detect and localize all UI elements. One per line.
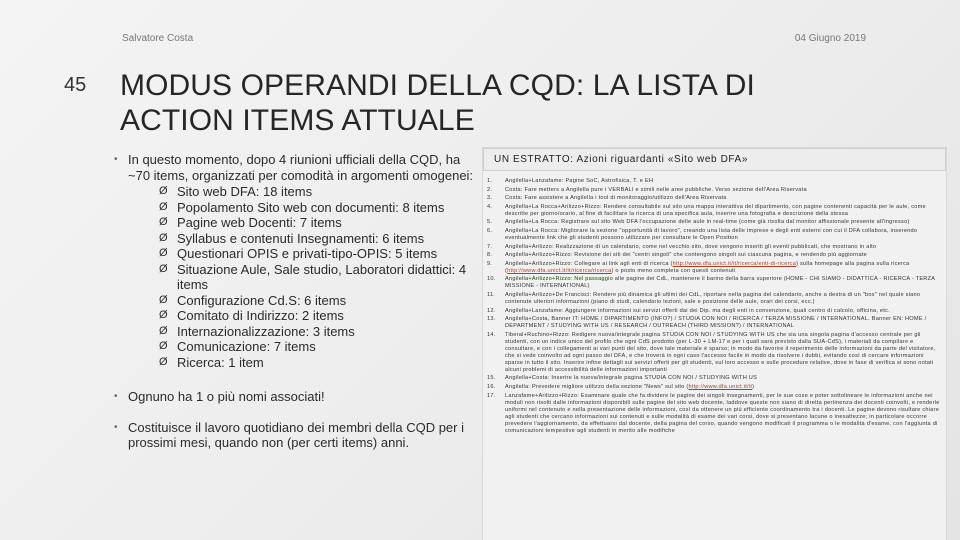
action-item: [487, 316, 940, 330]
sub-item-text: Syllabus e contenuti Insegnamenti: 6 items: [177, 230, 425, 246]
action-item: [487, 187, 940, 194]
left-column: [114, 152, 474, 451]
action-item: [487, 276, 940, 290]
title-line-2: ACTION ITEMS ATTUALE: [120, 104, 475, 137]
sub-item: [159, 200, 474, 216]
action-item-number: 14.: [487, 331, 496, 338]
action-item-number: 8.: [487, 252, 493, 259]
arrow-bullet-icon: Ø: [159, 200, 168, 213]
action-item: [487, 393, 940, 435]
bullet-item: [114, 389, 474, 405]
sub-item-text: Questionari OPIS e privati-tipo-OPIS: 5 items: [177, 246, 438, 261]
action-item: [487, 292, 940, 306]
arrow-bullet-icon: Ø: [159, 185, 168, 197]
action-item-number: 2.: [487, 186, 493, 193]
arrow-bullet-icon: Ø: [159, 309, 168, 321]
action-item-text: Costa: Fare assistere a Angilella i tool di monitoraggio/utilizzo dell'Area Riservata: [505, 195, 727, 202]
action-item-text: Angilella+Arilizzo+Rizzo: Revisione dei siti dei "centri singoli" che contengono singoli sui ciascuna pagina, e rendendo più aggiornate: [505, 252, 868, 259]
action-item-number: 16.: [487, 383, 496, 390]
bullet-text: Costituisce il lavoro quotidiano dei membri della CQD per i prossimi mesi, quando non (per certi items) anni.: [128, 419, 464, 450]
action-item-number: 17.: [487, 392, 496, 399]
action-item-text: Angilella+La Rocca+Arilizzo+Rizzo: Rendere consultabile sul sito una mappa interattiva del dipartimento, con pagine contenenti capacità per le aule, come descritte per giorno/orario, al fine di facilitare la ricerca di una specifica aula, inserire una fotografia e descrizione della stessa: [505, 203, 926, 217]
sub-item-text: Sito web DFA: 18 items: [177, 184, 313, 199]
action-item-text: Angilella+Arilizzo+Rizzo: Collegare ai link agli enti di ricerca (http://www.dfa.unict.it/it/ricerca/enti-di-ricerca) sulla homepage alla pagina sulla ricerca (http://www.dfa.unict.it/it/ricerca/ricerca) o posto meno completa con questi contenuti: [505, 260, 910, 274]
action-item-text: Angilella+La Rocca: Migliorare la sezione "opportunità di lavoro", creando una lista delle imprese e degli enti esterni con cui il DFA collabora, inserendo eventualmente link che gli studenti possono utilizzare per consultare le Open Position: [505, 227, 918, 241]
action-item: [487, 332, 940, 374]
action-items-panel: [482, 147, 947, 540]
arrow-bullet-icon: Ø: [159, 293, 168, 306]
sub-item: [159, 231, 474, 247]
sub-item: [159, 184, 474, 200]
sub-item-text: Configurazione Cd.S: 6 items: [177, 292, 347, 308]
action-item-link[interactable]: http://www.dfa.unict.it/it/ricerca/ricerca: [507, 267, 612, 274]
action-item: [487, 375, 940, 382]
sub-list: [159, 184, 474, 370]
arrow-bullet-icon: Ø: [159, 247, 168, 259]
action-item-number: 11.: [487, 291, 496, 298]
header-date: 04 Giugno 2019: [794, 33, 866, 44]
slide-number: 45: [64, 74, 87, 96]
action-item-text: Angilella+Lanzafame: Aggiungere informazioni sui servizi offerti dai dei Dip. ma degli enti in convenzione, quali centro di calcolo, officina, etc.: [505, 307, 890, 314]
action-item: [487, 261, 940, 275]
bullet-text: Ognuno ha 1 o più nomi associati!: [128, 389, 325, 404]
sub-item: [159, 215, 474, 231]
panel-title: UN ESTRATTO: Azioni riguardanti «Sito web DFA»: [483, 148, 946, 171]
sub-item-text: Situazione Aule, Sale studio, Laboratori didattici: 4 items: [177, 261, 467, 292]
action-item: [487, 252, 940, 259]
bullet-item: [114, 152, 474, 370]
action-item-number: 3.: [487, 195, 493, 202]
action-item-number: 4.: [487, 203, 493, 210]
action-item: [487, 308, 940, 315]
action-item-text: Costa: Fare metters a Angilella pure i VERBALI e simili nelle aree pubbliche. Verso sezione dell'Area Riservata: [505, 186, 807, 193]
sub-item: [159, 293, 474, 309]
sub-item-text: Comunicazione: 7 items: [177, 339, 316, 354]
action-item-link[interactable]: http://www.dfa.unict.it/it: [688, 383, 753, 390]
arrow-bullet-icon: Ø: [159, 262, 168, 275]
action-item-text: Angilella+Lanzafame: Pagine SoC, Astrofisica, T. e EH: [505, 178, 654, 184]
sub-item-text: Ricerca: 1 item: [177, 354, 264, 370]
action-item-text: Angilella+Costa: Inserire la nuova/integrale pagina STUDIA CON NOI / STUDYING WITH US: [505, 375, 758, 382]
sub-item-text: Pagine web Docenti: 7 items: [177, 215, 342, 230]
action-item-text: Tiberal+Ruchino+Rizzo: Redigere nuova/integrale pagina STUDIA CON NOI / STUDYING WITH US che sia una singola pagina d'accesso centrale per gli studenti, con un indice unico del profilo che ogni CdS prodotto (per L-30 + LM-17 e per i quali sarà previsto dalla SUA-CdS), i materiali da compilare e consultare, e con i collegamenti ai vari punti del sito, dove tale materiale è sparso; in modo da favorire il reperimento delle informazioni da parte del visitatore, che si vede coinvolto ad ogni passo del DFA, e che troverà in ogni caso l'accesso facile in modo da risolvere i dubbi, evitando così di cercare informazioni sparse in tutto il sito. Inserire infine dettagli sui servizi offerti per gli studenti, sul loro accesso e sulle procedure relative, dove in fase di verifica si sono notati alcuni problemi di accessibilità delle informazioni importanti: [505, 331, 936, 373]
sub-item-text: Popolamento Sito web con documenti: 8 items: [177, 199, 445, 215]
bullet-item: [114, 420, 474, 451]
sub-item: [159, 246, 474, 262]
action-item: [487, 384, 940, 391]
header-author: Salvatore Costa: [122, 33, 194, 44]
action-item-number: 13.: [487, 316, 496, 323]
action-item: [487, 178, 940, 185]
sub-item: [159, 262, 474, 293]
action-item: [487, 228, 940, 242]
title-line-1: MODUS OPERANDI DELLA CQD: LA LISTA DI: [120, 69, 755, 102]
action-item-number: 15.: [487, 375, 496, 382]
arrow-bullet-icon: Ø: [159, 340, 168, 352]
action-item-text: Lanzafame+Arilizzo+Rizzo: Esaminare quale che fa dividere le pagine dei singoli insegnamenti, per le sue cose e poter sottolineare le informazioni anche nei moduli non risolti dalle informazioni disponibili sulle pagine del sito web docente, laddove queste non siano di diretta pertinenza dei docenti coinvolti, e renderle uniformi nel contenuto e nella presentazione delle informazioni, così da ottenere un più efficiente coordinamento tra i docenti. Le pagine devono risultare chiare agli studenti che cercano informazioni sui contenuti e sulle modalità di esame dei vari corsi, dove si presentano lacune o inesattezze; in particolare occorre prevedere l'aggiornamento, da effettuarsi dal docente, della pagina del corso, quando vengono modificati il programma o le modalità d'esame, con l'aggiunta di comunicazioni tempestive agli studenti in merito alle modifiche: [505, 392, 940, 434]
action-item-text: Angilella+Arilizzo+Rizzo: Nel passaggio alle pagine dei CdL, mantenere il barino della barra superiore (HOME - CHI SIAMO - DIDATTICA - RICERCA - TERZA MISSIONE - INTERNATIONAL): [505, 276, 935, 290]
action-item-number: 5.: [487, 219, 493, 226]
arrow-bullet-icon: Ø: [159, 355, 168, 368]
action-item-text: Angilella: Prevedere migliore utilizzo della sezione "News" sul sito (http://www.dfa.unict.it/it): [505, 383, 755, 390]
action-item-text: Angilella+Arilizzo+De Francisci: Rendere più dinamica gli ultimi dei CdL, riportare nella pagina del calendario, anche a destra di un "box" nel quale siano contenute ulteriori informazioni (piano di studi, calendario lezioni, sale e posizione delle aule, orari dei corsi, ecc.): [505, 291, 921, 305]
action-item-text: Angilella+Arilizzo: Realizzazione di un calendario, come nel vecchio sito, dove vengono inseriti gli eventi pubblicati, che mostrano in alto: [505, 243, 877, 250]
action-item-number: 6.: [487, 227, 493, 234]
action-item-number: 10.: [487, 276, 496, 283]
action-items-list: [483, 171, 946, 435]
sub-item-text: Comitato di Indirizzo: 2 items: [177, 308, 344, 323]
action-item-number: 12.: [487, 307, 496, 314]
sub-item: [159, 355, 474, 371]
action-item-link[interactable]: http://www.dfa.unict.it/it/ricerca/enti-di-ricerca: [672, 260, 797, 267]
action-item: [487, 204, 940, 218]
action-item-text: Angilella+La Rocca: Registrare sul sito Web DFA l'occupazione delle aule in real-time (come già risolta dal monitor affissionale presente all'ingresso): [505, 219, 910, 226]
sub-item: [159, 339, 474, 355]
arrow-bullet-icon: Ø: [159, 324, 168, 337]
slide-title: [120, 68, 900, 138]
action-item-number: 1.: [487, 178, 493, 184]
sub-item: [159, 324, 474, 340]
action-item: [487, 195, 940, 202]
action-item: [487, 244, 940, 251]
arrow-bullet-icon: Ø: [159, 231, 168, 244]
action-item-number: 7.: [487, 243, 493, 250]
action-item-number: 9.: [487, 260, 493, 267]
sub-item: [159, 308, 474, 324]
arrow-bullet-icon: Ø: [159, 216, 168, 228]
action-item-text: Angilella+Costa, Banner IT: HOME / DIPARTIMENTO (INFO?) / STUDIA CON NOI / RICERCA / TERZA MISSIONE / INTERNATIONAL. Banner EN: HOME / DEPARTMENT / STUDYING WITH US / RESEARCH / OUTREACH (THIRD MISSION?) / INTERNATIONAL: [505, 316, 927, 330]
action-item: [487, 219, 940, 226]
bullet-text: In questo momento, dopo 4 riunioni ufficiali della CQD, ha ~70 items, organizzati per comodità in argomenti omogenei:: [128, 152, 474, 183]
sub-item-text: Internazionalizzazione: 3 items: [177, 323, 355, 339]
